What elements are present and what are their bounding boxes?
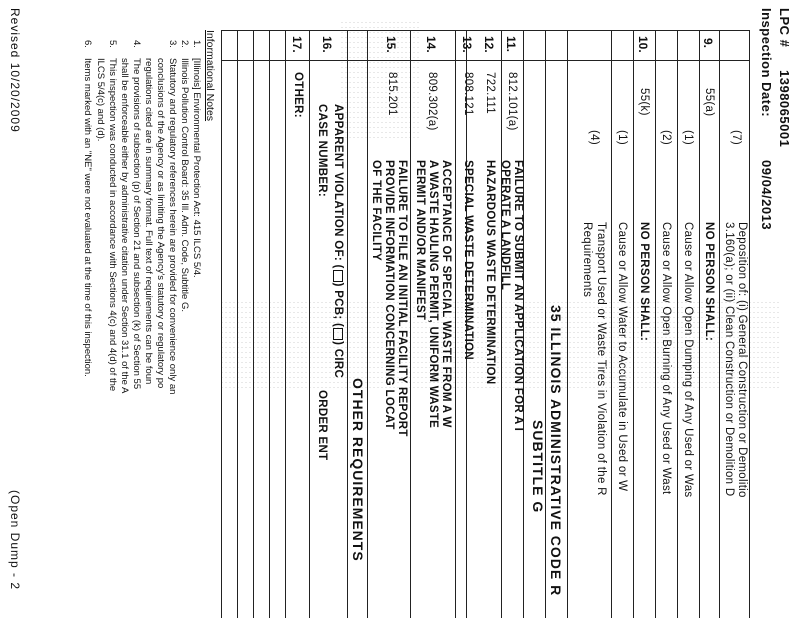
row-16-text-part-2: ) PCB; ( [332,282,344,328]
revised-date: Revised 10/20/2009 [8,8,22,133]
row-11-text: FAILURE TO SUBMIT AN APPLICATION FOR A I [512,160,524,432]
row-15-text: FAILURE TO FILE AN INITIAL FACILITY REPORT [396,160,408,437]
row-10-1-text: Cause or Allow Water to Accumulate in Used or W [616,222,628,492]
row-10-4-text-2: Requirements [581,222,593,298]
row-9-1-subitem: (1) [682,130,694,145]
row-9-1-text: Cause or Allow Open Dumping of Any Used or Was [682,222,694,498]
table-border-bottom [221,30,222,618]
row-divider [677,30,678,618]
row-divider [633,30,634,618]
table-border-top [749,30,750,618]
row-10-number: 10. [636,36,650,53]
note-2-number: 2. [179,40,190,48]
notes-heading: Informational Notes [204,30,216,122]
table-col-left [222,30,467,31]
note-1-text: [Illinois] Environmental Protection Act: 415 ILCS 5/4. [191,58,202,278]
row-divider [309,30,310,618]
note-3-text: Statutory and regulatory references herein are provided for convenience only an [167,58,178,395]
row-divider [410,30,411,618]
row-15-number: 15. [384,36,398,53]
scan-noise [340,20,420,140]
row-15-text-3: OF THE FACILITY [370,160,382,261]
row-9-text: NO PERSON SHALL: [703,222,715,342]
row-16-text-part-3: ) CIRC [332,341,344,379]
row-divider [567,30,568,618]
row-divider [719,30,720,618]
section-subtitle: SUBTITLE G [530,420,546,514]
note-3-number: 3. [167,40,178,48]
row-divider [699,30,700,618]
note-4-text-2: shall be enforceable either by administrative citation under Section 31.1 of the A [119,58,130,394]
lpc-number: 1398065001 [777,70,792,148]
note-3-text-2: conclusions of the Agency or as limiting the Agency's statutory or regulatory po [155,58,166,389]
row-7-subitem: (7) [730,130,742,145]
inspection-date-label: Inspection Date: [759,8,774,118]
row-15-text-2: PROVIDE INFORMATION CONCERNING LOCAT [383,160,395,430]
note-4-text: The provisions of subsection (p) of Section 21 and subsection (k) of Section 55 [131,58,142,390]
row-divider [285,30,286,618]
table-col-left [466,30,750,31]
row-11-section: 812.101(a) [506,72,518,131]
row-13-section: 808.121 [462,72,474,116]
note-1-number: 1. [191,40,202,48]
row-14-text-3: PERMIT AND/OR MANIFEST [414,160,426,321]
row-divider [269,30,270,618]
row-14-text-2: A WASTE HAULING PERMIT, UNIFORM WASTE [427,160,439,429]
scan-noise [220,300,780,390]
table-col-number [222,60,467,61]
row-14-section: 809.302(a) [426,72,438,131]
row-divider [545,30,546,618]
row-14-number: 14. [424,36,438,53]
form-name: (Open Dump - 2 [8,490,22,591]
row-16-text [332,104,344,378]
row-divider [347,30,348,618]
note-6-number: 6. [82,40,93,48]
row-divider [655,30,656,618]
row-9-2-text: Cause or Allow Open Burning of Any Used or Wast [660,222,672,495]
inspection-date: 09/04/2013 [759,160,774,231]
row-11-text-2: OPERATE A LANDFILL [499,160,511,291]
row-7-text-2: 3.160(a); or (ii) Clean Construction or Demolition D [723,222,735,497]
row-10-4-subitem: (4) [588,130,600,145]
note-5-text-2: ILCS 5/4(c) and (d). [95,58,106,142]
row-13-text: SPECIAL WASTE DETERMINATION [462,160,474,360]
row-13-number: 13. [460,36,474,53]
row-divider [237,30,238,618]
other-requirements-title: OTHER REQUIREMENTS [350,378,366,562]
row-12-text: HAZARDOUS WASTE DETERMINATION [484,160,496,385]
row-9-number: 9. [701,38,715,49]
row-16-text-part-1: APPARENT VIOLATION OF: ( [332,104,344,269]
note-3-text-3: regulations cited are in summary format. Full text of requirements can be foun [143,58,154,385]
row-10-4-text: Transport Used or Waste Tires in Violation of the R [595,222,607,496]
note-6-text: Items marked with an "NE" were not evaluated at the time of this inspection. [82,58,93,377]
table-col-number [466,60,750,61]
row-9-section: 55(a) [703,88,715,117]
row-15-section: 815.201 [386,72,398,116]
row-12-section: 722.111 [484,72,496,114]
row-divider [253,30,254,618]
row-14-text: ACCEPTANCE OF SPECIAL WASTE FROM A W [440,160,452,428]
pcb-checkbox[interactable] [333,270,343,282]
lpc-label: LPC # [777,8,792,48]
note-5-number: 5. [107,40,118,48]
section-title: 35 ILLINOIS ADMINISTRATIVE CODE R [548,305,564,597]
row-10-section: 55(k) [638,88,650,116]
order-entered-label: ORDER ENT [316,390,328,461]
note-5-text: This inspection was conducted in accordance with Sections 4(c) and 4(d) of the [107,58,118,392]
row-9-2-subitem: (2) [660,130,672,145]
row-12-number: 12. [482,36,496,53]
row-divider [455,30,456,618]
case-number-label: CASE NUMBER: [316,104,328,198]
row-17-text: OTHER: [292,72,304,118]
row-11-number: 11. [504,36,518,53]
row-divider [367,30,368,618]
row-divider [501,30,502,618]
row-10-text: NO PERSON SHALL: [638,222,650,342]
note-2-text: Illinois Pollution Control Board: 35 Ill. Adm. Code, Subtitle G. [179,58,190,312]
row-17-number: 17. [290,36,304,53]
row-16-number: 16. [320,36,334,53]
circ-checkbox[interactable] [333,328,343,340]
row-10-1-subitem: (1) [616,130,628,145]
row-divider [611,30,612,618]
row-7-text: Deposition of: (i) General Construction or Demolitio [736,222,748,498]
note-4-number: 4. [131,40,142,48]
